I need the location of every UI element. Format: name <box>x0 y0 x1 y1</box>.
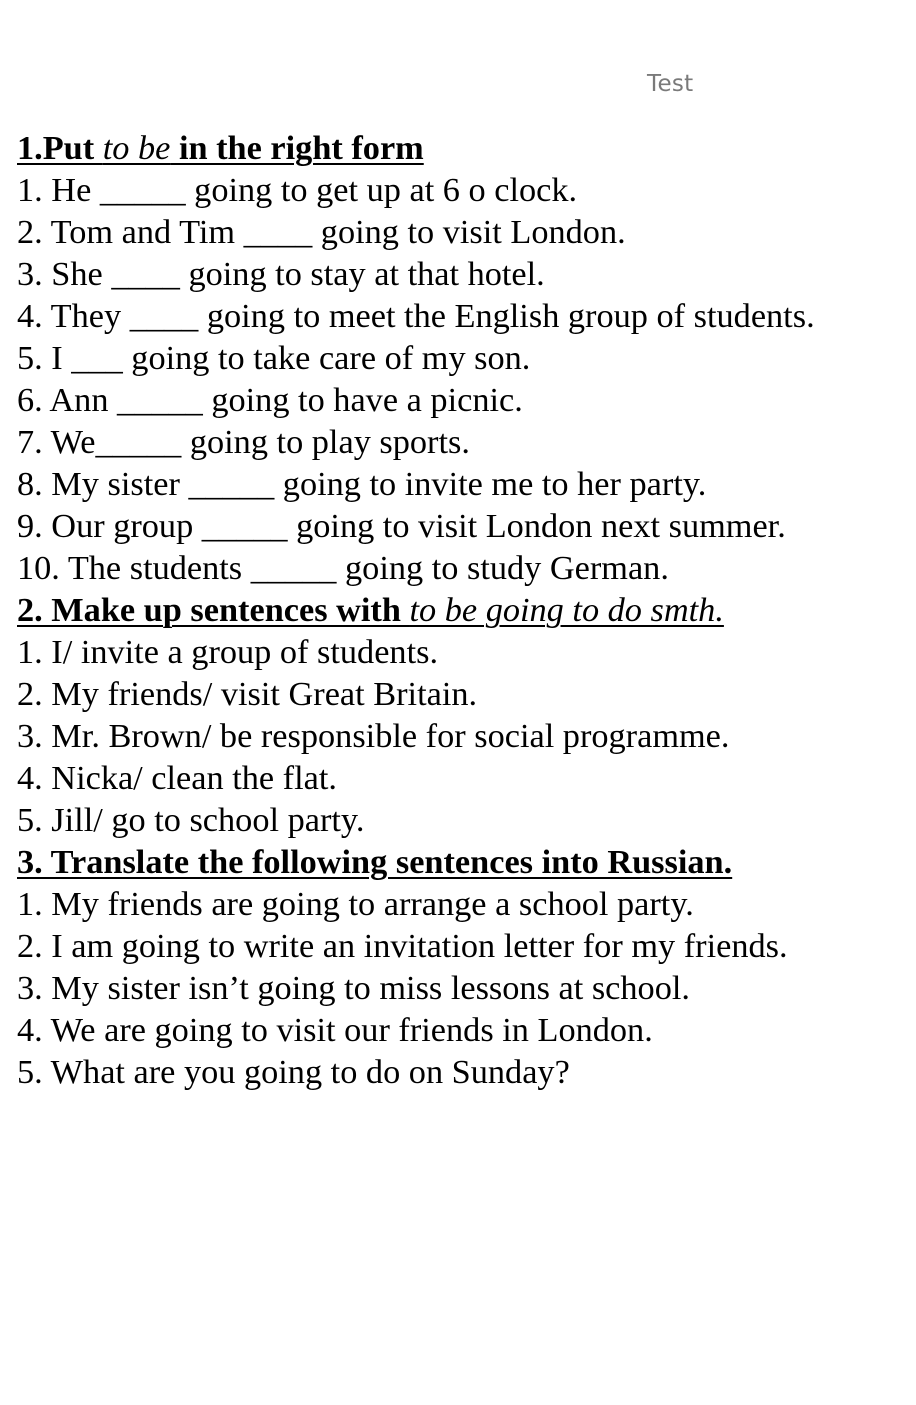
section-2-heading-part2: to be going to do smth. <box>409 591 724 629</box>
section-1-item: 2. Tom and Tim ____ going to visit London. <box>17 213 626 251</box>
section-1-heading <box>17 127 912 169</box>
section-1-item: 7. We_____ going to play sports. <box>17 423 470 461</box>
section-2-item: 4. Nicka/ clean the flat. <box>17 759 337 797</box>
section-3-item: 2. I am going to write an invitation letter for my friends. <box>17 927 788 965</box>
section-1-item: 9. Our group _____ going to visit London next summer. <box>17 507 786 545</box>
section-1-item: 5. I ___ going to take care of my son. <box>17 339 531 377</box>
section-3-heading-part1: 3. Translate the following sentences into Russian. <box>17 843 733 881</box>
section-1-heading-part2: to be <box>102 129 171 167</box>
section-2-item: 3. Mr. Brown/ be responsible for social programme. <box>17 717 730 755</box>
section-2-heading <box>17 589 912 631</box>
section-2-item: 2. My friends/ visit Great Britain. <box>17 675 478 713</box>
section-3-item: 3. My sister isn’t going to miss lessons at school. <box>17 969 690 1007</box>
page-header-title: Test <box>647 71 694 97</box>
section-1-item: 1. He _____ going to get up at 6 o clock. <box>17 171 578 209</box>
section-3-heading <box>17 841 912 883</box>
section-1-item: 10. The students _____ going to study German. <box>17 549 669 587</box>
section-1-heading-part1: 1.Put <box>17 129 103 167</box>
section-3-item: 4. We are going to visit our friends in London. <box>17 1011 653 1049</box>
section-2-heading-part1: 2. Make up sentences with <box>17 591 410 629</box>
section-3-item: 5. What are you going to do on Sunday? <box>17 1053 570 1091</box>
section-2-item: 5. Jill/ go to school party. <box>17 801 365 839</box>
worksheet-content <box>17 127 912 1093</box>
section-2-item: 1. I/ invite a group of students. <box>17 633 439 671</box>
section-1-item: 8. My sister _____ going to invite me to her party. <box>17 465 707 503</box>
section-3-item: 1. My friends are going to arrange a school party. <box>17 885 694 923</box>
section-1-item: 4. They ____ going to meet the English group of students. <box>17 297 815 335</box>
section-1-heading-part3: in the right form <box>170 129 424 167</box>
section-1-item: 3. She ____ going to stay at that hotel. <box>17 255 545 293</box>
section-1-item: 6. Ann _____ going to have a picnic. <box>17 381 523 419</box>
